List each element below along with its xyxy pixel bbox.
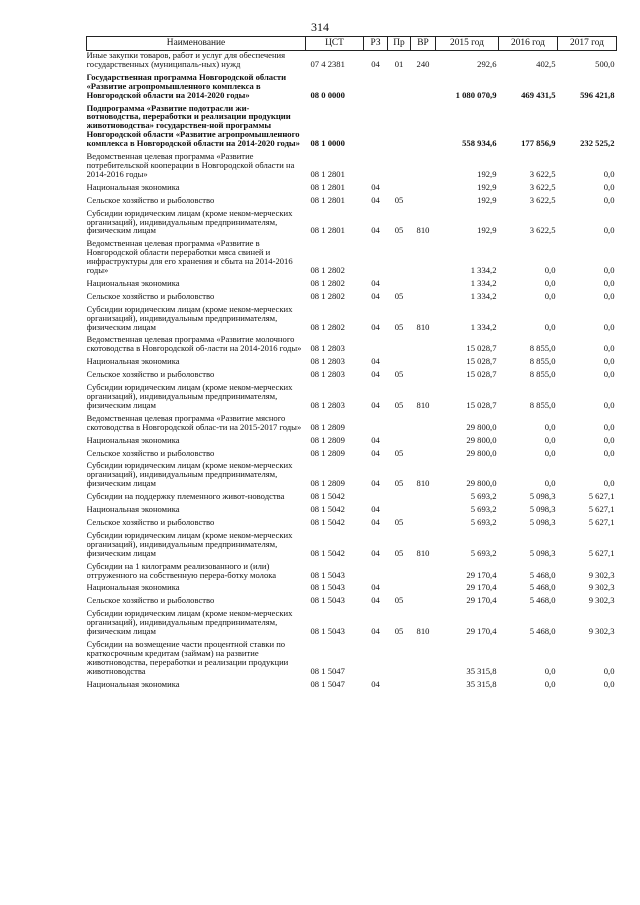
row-2017: 596 421,8 bbox=[580, 89, 615, 100]
row-pr bbox=[388, 152, 411, 183]
row-cst: 08 1 5042 bbox=[310, 505, 345, 515]
row-2017: 0,0 bbox=[603, 343, 615, 354]
row-rz: 04 bbox=[371, 435, 380, 445]
table-row bbox=[87, 239, 617, 279]
table-row bbox=[87, 279, 617, 292]
row-2017: 0,0 bbox=[603, 265, 615, 276]
row-cst: 08 1 5047 bbox=[310, 665, 345, 676]
row-pr bbox=[388, 640, 411, 680]
row-vr bbox=[411, 518, 436, 531]
row-2017: 5 627,1 bbox=[588, 505, 615, 515]
table-row bbox=[87, 414, 617, 436]
row-cst: 08 1 5047 bbox=[310, 679, 345, 689]
row-2015: 192,9 bbox=[477, 225, 497, 236]
row-pr: 05 bbox=[394, 399, 404, 410]
row-2015: 5 693,2 bbox=[470, 547, 497, 558]
row-pr: 05 bbox=[394, 370, 404, 380]
row-2017: 0,0 bbox=[603, 679, 615, 689]
row-name: Ведомственная целевая программа «Развитие потребительской кооперации в Новгородской области на 2014-2016 годы» bbox=[86, 152, 295, 179]
row-2017: 0,0 bbox=[603, 291, 615, 301]
row-cst: 08 1 5043 bbox=[310, 569, 345, 580]
row-name: Национальная экономика bbox=[86, 435, 180, 445]
row-name: Сельское хозяйство и рыболовство bbox=[86, 370, 215, 380]
row-name: Субсидии на поддержку племенного живот-новодства bbox=[86, 492, 285, 502]
row-2015: 15 028,7 bbox=[466, 343, 497, 354]
row-pr: 05 bbox=[394, 478, 404, 489]
row-2016: 5 098,3 bbox=[529, 492, 556, 502]
row-2016: 5 098,3 bbox=[529, 517, 556, 527]
row-2017: 0,0 bbox=[603, 665, 615, 676]
row-2015: 35 315,8 bbox=[466, 665, 497, 676]
row-vr bbox=[411, 414, 436, 436]
row-cst: 08 1 2803 bbox=[310, 357, 345, 367]
row-cst: 08 1 5042 bbox=[310, 492, 345, 502]
row-cst: 08 1 2809 bbox=[310, 448, 345, 458]
row-rz: 04 bbox=[371, 478, 380, 489]
row-2017: 0,0 bbox=[603, 278, 615, 288]
row-2015: 29 800,0 bbox=[466, 435, 497, 445]
row-pr: 05 bbox=[394, 626, 404, 637]
row-2016: 5 098,3 bbox=[529, 547, 556, 558]
header-2015: 2015 год bbox=[436, 37, 499, 51]
table-row bbox=[87, 461, 617, 492]
row-vr bbox=[411, 562, 436, 584]
row-pr bbox=[388, 357, 411, 370]
row-2015: 192,9 bbox=[477, 182, 497, 192]
row-pr: 05 bbox=[394, 448, 404, 458]
row-vr bbox=[411, 73, 436, 104]
row-rz bbox=[364, 640, 388, 680]
row-2016: 8 855,0 bbox=[529, 370, 556, 380]
row-2017: 5 627,1 bbox=[588, 492, 615, 502]
row-cst: 08 1 2803 bbox=[310, 343, 345, 354]
table-row bbox=[87, 562, 617, 584]
row-2017: 9 302,3 bbox=[588, 596, 615, 606]
row-2015: 1 334,2 bbox=[470, 265, 497, 276]
row-pr bbox=[388, 562, 411, 584]
row-2016: 0,0 bbox=[544, 665, 556, 676]
row-rz: 04 bbox=[371, 596, 380, 606]
table-body bbox=[87, 51, 617, 693]
row-cst: 07 4 2381 bbox=[310, 58, 345, 69]
row-cst: 08 1 2802 bbox=[310, 291, 345, 301]
row-vr bbox=[411, 449, 436, 462]
row-rz bbox=[364, 335, 388, 357]
row-pr bbox=[388, 583, 411, 596]
table-row bbox=[87, 531, 617, 562]
row-name: Национальная экономика bbox=[86, 679, 180, 689]
row-rz bbox=[364, 239, 388, 279]
table-row bbox=[87, 152, 617, 183]
row-name: Субсидии юридическим лицам (кроме неком-мерческих организаций), индивидуальным предпринимателям, физическим лицам bbox=[86, 208, 293, 236]
row-2016: 5 468,0 bbox=[529, 569, 556, 580]
row-2017: 9 302,3 bbox=[588, 583, 615, 593]
header-pr: Пр bbox=[388, 37, 411, 51]
row-name: Субсидии юридическим лицам (кроме неком-мерческих организаций), индивидуальным предпринимателям, физическим лицам bbox=[86, 461, 293, 489]
row-2017: 0,0 bbox=[603, 421, 615, 432]
row-2015: 35 315,8 bbox=[466, 679, 497, 689]
row-cst: 08 1 5043 bbox=[310, 583, 345, 593]
table-row bbox=[87, 505, 617, 518]
row-pr: 05 bbox=[394, 291, 404, 301]
row-2016: 0,0 bbox=[544, 265, 556, 276]
row-vr bbox=[411, 239, 436, 279]
table-row bbox=[87, 73, 617, 104]
row-vr: 810 bbox=[416, 321, 430, 332]
row-2016: 5 468,0 bbox=[529, 626, 556, 637]
row-2017: 0,0 bbox=[603, 448, 615, 458]
row-vr bbox=[411, 357, 436, 370]
header-vr: ВР bbox=[411, 37, 436, 51]
row-2016: 0,0 bbox=[544, 435, 556, 445]
row-2015: 558 934,6 bbox=[462, 138, 497, 149]
table-row bbox=[87, 292, 617, 305]
row-vr: 810 bbox=[416, 478, 430, 489]
row-pr bbox=[388, 183, 411, 196]
row-cst: 08 1 5042 bbox=[310, 517, 345, 527]
row-2017: 0,0 bbox=[603, 435, 615, 445]
row-name: Иные закупки товаров, работ и услуг для обеспечения государственных (муниципаль-ных) нужд bbox=[86, 50, 286, 69]
header-2016: 2016 год bbox=[499, 37, 558, 51]
row-2015: 192,9 bbox=[477, 168, 497, 179]
table-row bbox=[87, 357, 617, 370]
row-name: Национальная экономика bbox=[86, 278, 180, 288]
row-2015: 29 800,0 bbox=[466, 421, 497, 432]
row-rz: 04 bbox=[371, 321, 380, 332]
row-2016: 177 856,9 bbox=[521, 138, 556, 149]
table-row bbox=[87, 680, 617, 693]
row-name: Сельское хозяйство и рыболовство bbox=[86, 195, 215, 205]
row-name: Субсидии на возмещение части процентной ставки по краткосрочным кредитам (займам) на развитие животноводства, переработки и реализации продукции животноводства bbox=[86, 639, 289, 676]
row-2016: 5 468,0 bbox=[529, 583, 556, 593]
header-cst: ЦСТ bbox=[306, 37, 364, 51]
row-2015: 292,6 bbox=[477, 58, 497, 69]
row-cst: 08 1 5042 bbox=[310, 547, 345, 558]
table-row bbox=[87, 383, 617, 414]
row-2015: 15 028,7 bbox=[466, 399, 497, 410]
row-pr: 05 bbox=[394, 225, 404, 236]
row-2017: 5 627,1 bbox=[588, 517, 615, 527]
row-cst: 08 1 2801 bbox=[310, 195, 345, 205]
row-rz: 04 bbox=[371, 58, 380, 69]
row-rz: 04 bbox=[371, 679, 380, 689]
row-rz: 04 bbox=[371, 517, 380, 527]
row-name: Ведомственная целевая программа «Развитие молочного скотоводства в Новгородской об-ласти на 2014-2016 годы» bbox=[86, 335, 302, 354]
row-rz: 04 bbox=[371, 448, 380, 458]
row-vr: 240 bbox=[416, 58, 430, 69]
row-name: Сельское хозяйство и рыболовство bbox=[86, 448, 215, 458]
row-2016: 469 431,5 bbox=[521, 89, 556, 100]
row-cst: 08 1 2809 bbox=[310, 478, 345, 489]
row-2015: 29 800,0 bbox=[466, 448, 497, 458]
row-name: Субсидии юридическим лицам (кроме неком-мерческих организаций), индивидуальным предпринимателям, физическим лицам bbox=[86, 530, 293, 558]
row-vr bbox=[411, 152, 436, 183]
row-name: Субсидии юридическим лицам (кроме неком-мерческих организаций), индивидуальным предпринимателям, физическим лицам bbox=[86, 304, 293, 332]
row-2017: 5 627,1 bbox=[588, 547, 615, 558]
row-vr bbox=[411, 492, 436, 505]
row-2017: 0,0 bbox=[603, 182, 615, 192]
row-cst: 08 1 2803 bbox=[310, 399, 345, 410]
row-rz: 04 bbox=[371, 195, 380, 205]
row-cst: 08 1 2802 bbox=[310, 321, 345, 332]
row-name: Национальная экономика bbox=[86, 505, 180, 515]
row-2017: 0,0 bbox=[603, 399, 615, 410]
row-pr bbox=[388, 505, 411, 518]
row-pr bbox=[388, 414, 411, 436]
row-2017: 9 302,3 bbox=[588, 626, 615, 637]
row-2016: 0,0 bbox=[544, 321, 556, 332]
row-2015: 5 693,2 bbox=[470, 492, 497, 502]
table-row bbox=[87, 104, 617, 153]
row-2016: 8 855,0 bbox=[529, 399, 556, 410]
table-row bbox=[87, 492, 617, 505]
row-name: Подпрограмма «Развитие подотрасли жи-вотноводства, переработки и реализации продукции животноводства» государствен-ной программы Новгородской области «Развитие агропромышленного комплекса в Новгородской области на 2014-2020 годы» bbox=[86, 103, 300, 149]
row-vr bbox=[411, 104, 436, 153]
table-row bbox=[87, 370, 617, 383]
row-rz bbox=[364, 104, 388, 153]
row-2016: 8 855,0 bbox=[529, 343, 556, 354]
row-pr bbox=[388, 104, 411, 153]
row-2017: 9 302,3 bbox=[588, 569, 615, 580]
row-vr bbox=[411, 640, 436, 680]
row-2016: 0,0 bbox=[544, 478, 556, 489]
row-2017: 500,0 bbox=[595, 58, 615, 69]
row-rz: 04 bbox=[371, 225, 380, 236]
row-2016: 0,0 bbox=[544, 278, 556, 288]
row-pr bbox=[388, 680, 411, 693]
row-pr: 05 bbox=[394, 195, 404, 205]
row-rz: 04 bbox=[371, 182, 380, 192]
row-2017: 0,0 bbox=[603, 225, 615, 236]
row-vr: 810 bbox=[416, 626, 430, 637]
row-name: Государственная программа Новгородской области «Развитие агропромышленного комплекса в Новгородской области на 2014-2020 годы» bbox=[86, 72, 287, 100]
row-cst: 08 1 2801 bbox=[310, 168, 345, 179]
row-2015: 5 693,2 bbox=[470, 505, 497, 515]
row-name: Национальная экономика bbox=[86, 357, 180, 367]
table-row bbox=[87, 449, 617, 462]
table-row bbox=[87, 583, 617, 596]
row-rz bbox=[364, 73, 388, 104]
row-cst: 08 1 5043 bbox=[310, 626, 345, 637]
row-vr bbox=[411, 196, 436, 209]
row-cst: 08 1 2803 bbox=[310, 370, 345, 380]
row-2017: 0,0 bbox=[603, 478, 615, 489]
row-pr: 05 bbox=[394, 547, 404, 558]
row-name: Сельское хозяйство и рыболовство bbox=[86, 517, 215, 527]
row-pr bbox=[388, 239, 411, 279]
row-name: Субсидии юридическим лицам (кроме неком-мерческих организаций), индивидуальным предпринимателям, физическим лицам bbox=[86, 383, 293, 410]
table-row bbox=[87, 335, 617, 357]
row-cst: 08 1 5043 bbox=[310, 596, 345, 606]
row-vr bbox=[411, 335, 436, 357]
row-rz bbox=[364, 492, 388, 505]
row-2016: 0,0 bbox=[544, 448, 556, 458]
row-pr bbox=[388, 492, 411, 505]
row-vr bbox=[411, 183, 436, 196]
row-pr: 05 bbox=[394, 596, 404, 606]
row-2016: 0,0 bbox=[544, 421, 556, 432]
table-row bbox=[87, 518, 617, 531]
row-name: Сельское хозяйство и рыболовство bbox=[86, 596, 215, 606]
row-vr bbox=[411, 370, 436, 383]
row-name: Национальная экономика bbox=[86, 583, 180, 593]
row-2016: 3 622,5 bbox=[529, 195, 556, 205]
row-vr bbox=[411, 680, 436, 693]
row-name: Субсидии юридическим лицам (кроме неком-мерческих организаций), индивидуальным предпринимателям, физическим лицам bbox=[86, 609, 293, 637]
row-2015: 29 800,0 bbox=[466, 478, 497, 489]
row-rz: 04 bbox=[371, 505, 380, 515]
row-2017: 0,0 bbox=[603, 321, 615, 332]
row-2015: 15 028,7 bbox=[466, 370, 497, 380]
row-2016: 3 622,5 bbox=[529, 225, 556, 236]
row-vr bbox=[411, 596, 436, 609]
row-vr bbox=[411, 279, 436, 292]
row-pr bbox=[388, 73, 411, 104]
row-2016: 0,0 bbox=[544, 291, 556, 301]
row-cst: 08 0 0000 bbox=[310, 89, 345, 100]
row-pr bbox=[388, 279, 411, 292]
row-2015: 5 693,2 bbox=[470, 517, 497, 527]
row-name: Ведомственная целевая программа «Развитие мясного скотоводства в Новгородской облас-ти на 2015-2017 годы» bbox=[86, 413, 302, 432]
row-cst: 08 1 2809 bbox=[310, 421, 345, 432]
table-row bbox=[87, 305, 617, 336]
row-2015: 192,9 bbox=[477, 195, 497, 205]
row-2015: 29 170,4 bbox=[466, 569, 497, 580]
table-row bbox=[87, 596, 617, 609]
row-rz: 04 bbox=[371, 626, 380, 637]
row-2015: 1 080 070,9 bbox=[455, 89, 497, 100]
row-name: Субсидии на 1 килограмм реализованного и (или) отгруженного на собственную перера-ботку молока bbox=[86, 561, 277, 580]
header-2017: 2017 год bbox=[558, 37, 617, 51]
row-cst: 08 1 0000 bbox=[310, 138, 345, 149]
table-row bbox=[87, 609, 617, 640]
row-cst: 08 1 2802 bbox=[310, 278, 345, 288]
header-name: Наименование bbox=[87, 37, 306, 51]
row-cst: 08 1 2801 bbox=[310, 182, 345, 192]
table-header bbox=[87, 37, 617, 51]
row-2015: 1 334,2 bbox=[470, 291, 497, 301]
budget-table bbox=[86, 36, 617, 692]
row-vr bbox=[411, 583, 436, 596]
row-vr bbox=[411, 292, 436, 305]
row-pr bbox=[388, 335, 411, 357]
row-vr: 810 bbox=[416, 547, 430, 558]
row-2017: 0,0 bbox=[603, 195, 615, 205]
table-row bbox=[87, 640, 617, 680]
row-pr: 05 bbox=[394, 321, 404, 332]
table-row bbox=[87, 51, 617, 73]
row-name: Ведомственная целевая программа «Развитие в Новгородской области переработки мяса свиней и инфраструктуры для его хранения и сбыта на 2014-2016 годы» bbox=[86, 239, 293, 276]
row-2016: 5 098,3 bbox=[529, 505, 556, 515]
row-vr bbox=[411, 436, 436, 449]
row-vr: 810 bbox=[416, 399, 430, 410]
table-row bbox=[87, 183, 617, 196]
row-2015: 29 170,4 bbox=[466, 583, 497, 593]
row-rz: 04 bbox=[371, 370, 380, 380]
header-rz: РЗ bbox=[364, 37, 388, 51]
table-row bbox=[87, 436, 617, 449]
page-number: 314 bbox=[311, 20, 329, 34]
row-rz: 04 bbox=[371, 278, 380, 288]
row-rz bbox=[364, 152, 388, 183]
row-pr: 05 bbox=[394, 517, 404, 527]
row-2017: 0,0 bbox=[603, 370, 615, 380]
row-name: Сельское хозяйство и рыболовство bbox=[86, 291, 215, 301]
row-cst: 08 1 2801 bbox=[310, 225, 345, 236]
row-rz: 04 bbox=[371, 291, 380, 301]
row-rz: 04 bbox=[371, 583, 380, 593]
row-2017: 0,0 bbox=[603, 168, 615, 179]
row-rz: 04 bbox=[371, 547, 380, 558]
row-cst: 08 1 2809 bbox=[310, 435, 345, 445]
row-vr bbox=[411, 505, 436, 518]
row-pr: 01 bbox=[394, 58, 404, 69]
row-pr bbox=[388, 436, 411, 449]
row-2016: 402,5 bbox=[536, 58, 556, 69]
row-cst: 08 1 2802 bbox=[310, 265, 345, 276]
row-vr: 810 bbox=[416, 225, 430, 236]
row-2017: 232 525,2 bbox=[580, 138, 615, 149]
row-2015: 29 170,4 bbox=[466, 596, 497, 606]
row-rz: 04 bbox=[371, 399, 380, 410]
row-2016: 8 855,0 bbox=[529, 357, 556, 367]
row-2017: 0,0 bbox=[603, 357, 615, 367]
row-2016: 0,0 bbox=[544, 679, 556, 689]
row-rz bbox=[364, 562, 388, 584]
row-2015: 15 028,7 bbox=[466, 357, 497, 367]
row-2015: 1 334,2 bbox=[470, 278, 497, 288]
row-2015: 1 334,2 bbox=[470, 321, 497, 332]
row-2015: 29 170,4 bbox=[466, 626, 497, 637]
row-2016: 3 622,5 bbox=[529, 168, 556, 179]
row-2016: 5 468,0 bbox=[529, 596, 556, 606]
row-name: Национальная экономика bbox=[86, 182, 180, 192]
row-2016: 3 622,5 bbox=[529, 182, 556, 192]
table-row bbox=[87, 196, 617, 209]
row-rz bbox=[364, 414, 388, 436]
table-row bbox=[87, 209, 617, 240]
row-rz: 04 bbox=[371, 357, 380, 367]
